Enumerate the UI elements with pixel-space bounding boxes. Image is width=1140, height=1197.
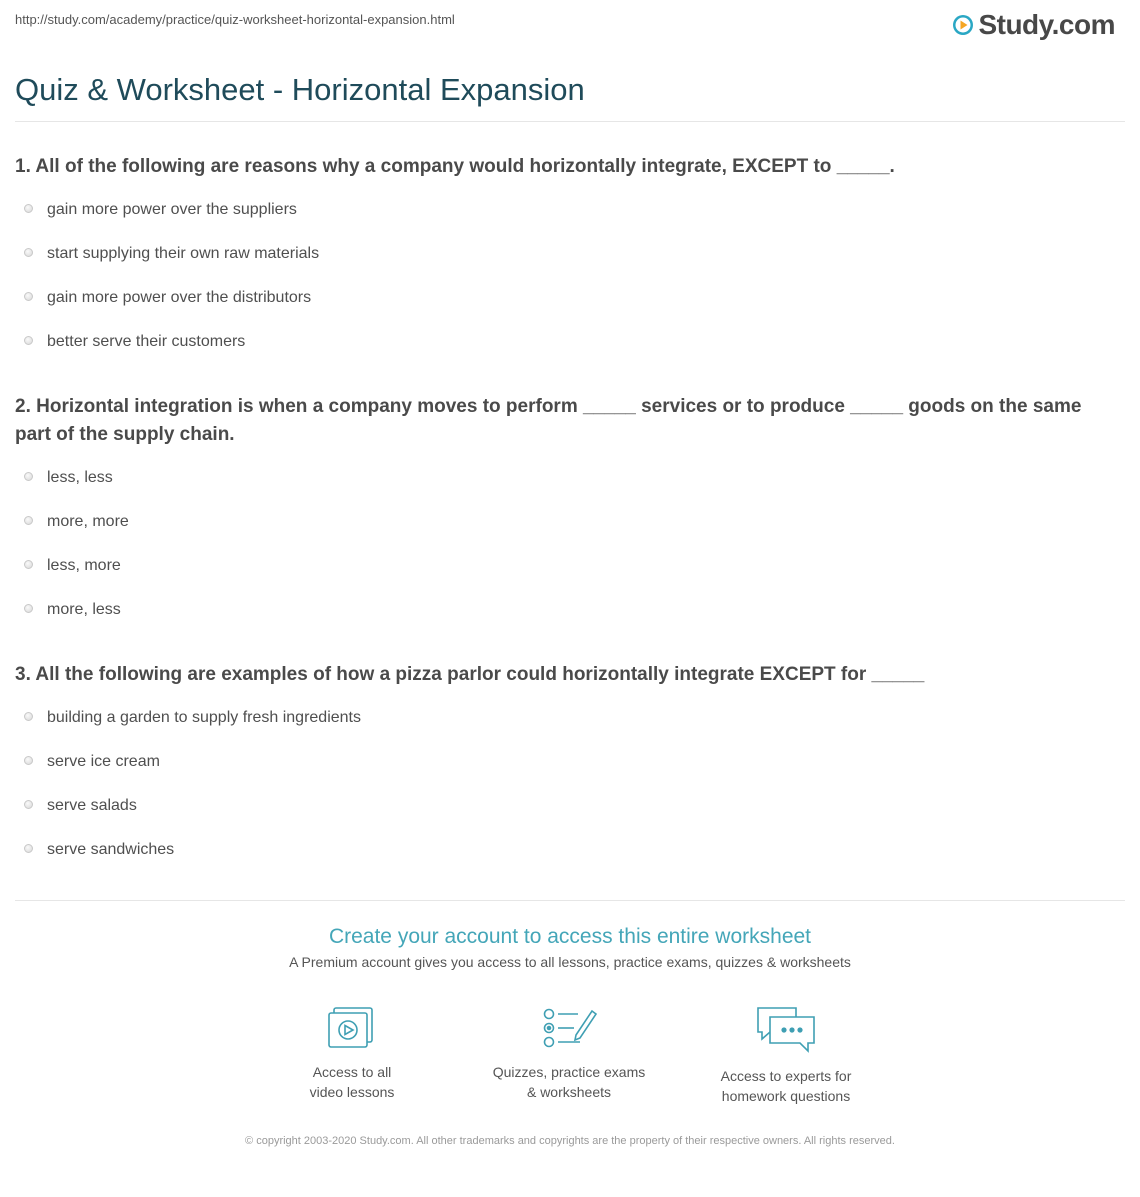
option-label: more, more bbox=[47, 513, 129, 530]
option[interactable] bbox=[15, 287, 1115, 331]
radio-button[interactable] bbox=[24, 560, 33, 569]
play-logo-icon bbox=[952, 14, 974, 36]
chat-icon bbox=[754, 1005, 818, 1055]
divider bbox=[15, 900, 1125, 901]
radio-button[interactable] bbox=[24, 248, 33, 257]
radio-button[interactable] bbox=[24, 712, 33, 721]
feature-quizzes bbox=[474, 1005, 664, 1102]
option[interactable] bbox=[15, 839, 1115, 883]
feature-label: Quizzes, practice exams & worksheets bbox=[492, 1064, 646, 1100]
study-logo[interactable] bbox=[952, 9, 1115, 40]
radio-button[interactable] bbox=[24, 336, 33, 345]
option[interactable] bbox=[15, 751, 1115, 795]
feature-label: Access to all video lessons bbox=[309, 1064, 395, 1100]
feature-list bbox=[0, 1005, 1140, 1105]
feature-experts bbox=[691, 1005, 881, 1106]
radio-button[interactable] bbox=[24, 472, 33, 481]
option-label: gain more power over the suppliers bbox=[47, 201, 297, 218]
question-3 bbox=[15, 661, 1115, 883]
option[interactable] bbox=[15, 199, 1115, 243]
option-label: more, less bbox=[47, 601, 121, 618]
option-label: start supplying their own raw materials bbox=[47, 245, 320, 262]
option[interactable] bbox=[15, 243, 1115, 287]
option-label: serve sandwiches bbox=[47, 841, 175, 858]
radio-button[interactable] bbox=[24, 604, 33, 613]
question-1 bbox=[15, 153, 1115, 375]
option[interactable] bbox=[15, 555, 1115, 599]
video-icon bbox=[325, 1005, 379, 1051]
top-bar bbox=[15, 9, 1125, 42]
option[interactable] bbox=[15, 467, 1115, 511]
feature-label: Access to experts for homework questions bbox=[720, 1068, 852, 1104]
promo-subtitle: A Premium account gives you access to all lessons, practice exams, quizzes & worksheets bbox=[289, 954, 851, 970]
feature-video-lessons bbox=[257, 1005, 447, 1102]
divider bbox=[15, 121, 1125, 122]
page-url[interactable]: http://study.com/academy/practice/quiz-worksheet-horizontal-expansion.html bbox=[15, 12, 455, 27]
option[interactable] bbox=[15, 707, 1115, 751]
options-list bbox=[15, 707, 1115, 883]
options-list bbox=[15, 467, 1115, 643]
checklist-icon bbox=[540, 1005, 598, 1051]
radio-button[interactable] bbox=[24, 292, 33, 301]
radio-button[interactable] bbox=[24, 800, 33, 809]
option-label: building a garden to supply fresh ingredients bbox=[47, 709, 361, 726]
option-label: better serve their customers bbox=[47, 333, 246, 350]
option[interactable] bbox=[15, 331, 1115, 375]
option-label: less, more bbox=[47, 557, 121, 574]
radio-button[interactable] bbox=[24, 844, 33, 853]
question-text: 3. All the following are examples of how a pizza parlor could horizontally integrate EXCEPT for _____ bbox=[15, 664, 925, 685]
logo-text: Study.com bbox=[978, 9, 1115, 40]
option-label: less, less bbox=[47, 469, 113, 486]
copyright-notice: © copyright 2003-2020 Study.com. All other trademarks and copyrights are the property of their respective owners. All rights reserved. bbox=[245, 1135, 895, 1147]
question-text: 2. Horizontal integration is when a company moves to perform _____ services or to produce _____ goods on the same part of the supply chain. bbox=[15, 396, 1082, 445]
premium-promo bbox=[0, 922, 1140, 971]
options-list bbox=[15, 199, 1115, 375]
option[interactable] bbox=[15, 511, 1115, 555]
question-2 bbox=[15, 393, 1115, 643]
option-label: gain more power over the distributors bbox=[47, 289, 312, 306]
radio-button[interactable] bbox=[24, 756, 33, 765]
question-text: 1. All of the following are reasons why a company would horizontally integrate, EXCEPT to _____. bbox=[15, 156, 895, 177]
radio-button[interactable] bbox=[24, 516, 33, 525]
radio-button[interactable] bbox=[24, 204, 33, 213]
promo-title[interactable]: Create your account to access this entire worksheet bbox=[328, 925, 812, 948]
option-label: serve ice cream bbox=[47, 753, 160, 770]
page-title: Quiz & Worksheet - Horizontal Expansion bbox=[15, 72, 585, 107]
option[interactable] bbox=[15, 599, 1115, 643]
option[interactable] bbox=[15, 795, 1115, 839]
option-label: serve salads bbox=[47, 797, 137, 814]
